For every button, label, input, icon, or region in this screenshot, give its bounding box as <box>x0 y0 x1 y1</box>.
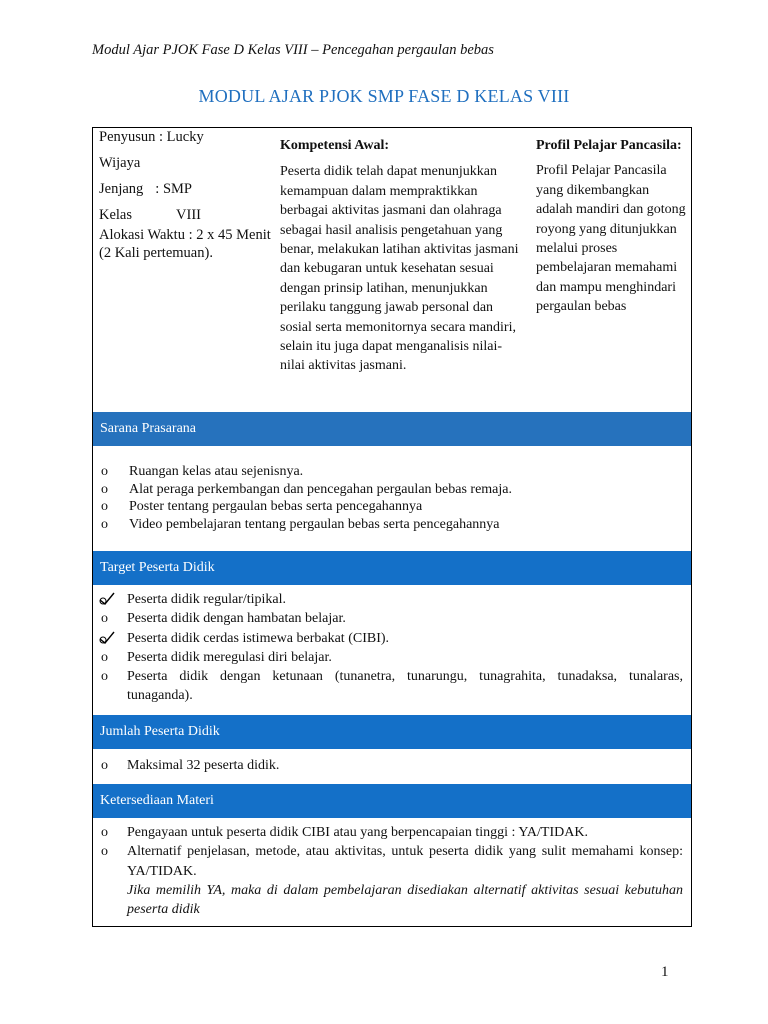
profil-body: Profil Pelajar Pancasila yang dikembangkan adalah mandiri dan gotong royong yang ditunjukkan melalui proses pembelajaran memahami dan mampu menghindari pergaulan bebas <box>536 163 686 315</box>
kompetensi-body: Peserta didik telah dapat menunjukkan kemampuan dalam mempraktikkan berbagai aktivitas jasmani dan olahraga sebagai hasil analisis pengetahuan yang benar, melakukan latihan aktivitas jasmani dan kebugaran untuk kesehatan sesuai dengan prinsip latihan, menunjukkan perilaku tanggung jawab personal dan sosial serta memonitornya secara mandiri, selain itu juga dapat menganalisis nilai-nilai aktivitas jasmani. <box>280 164 519 374</box>
list-item <box>101 590 683 609</box>
target-list <box>101 590 683 706</box>
list-item <box>101 609 683 628</box>
list-item <box>101 648 683 667</box>
list-item-text: Pengayaan untuk peserta didik CIBI atau yang berpencapaian tinggi : YA/TIDAK. <box>127 825 588 840</box>
list-item <box>101 498 683 516</box>
profil-column <box>536 136 688 317</box>
list-item-text: Ruangan kelas atau sejenisnya. <box>129 464 304 479</box>
list-item-text: Peserta didik dengan hambatan belajar. <box>127 611 346 627</box>
bullet-icon: o <box>101 649 108 665</box>
identity-row <box>93 128 691 411</box>
list-item <box>101 629 683 648</box>
materi-note: Jika memilih YA, maka di dalam pembelajaran disediakan alternatif aktivitas sesuai kebutuhan peserta didik <box>127 882 683 918</box>
list-item <box>101 823 683 842</box>
list-item <box>101 463 683 481</box>
list-item-text: Video pembelajaran tentang pergaulan bebas serta pencegahannya <box>129 516 500 532</box>
list-item-text: Peserta didik regular/tipikal. <box>127 592 287 607</box>
sarana-list <box>101 463 683 533</box>
jumlah-header: Jumlah Peserta Didik <box>93 715 691 749</box>
bullet-icon: o <box>101 844 108 860</box>
list-item-text: Alat peraga perkembangan dan pencegahan pergaulan bebas remaja. <box>129 481 512 497</box>
jenjang-label: Jenjang <box>99 181 144 197</box>
checkbox-checked-icon <box>99 592 115 606</box>
identity-column <box>99 128 274 262</box>
bullet-icon: o <box>101 481 108 497</box>
page-number: 1 <box>661 964 669 980</box>
target-header: Target Peserta Didik <box>93 551 691 585</box>
bullet-icon: o <box>101 516 108 532</box>
jumlah-list <box>101 756 683 775</box>
list-item-text: Maksimal 32 peserta didik. <box>127 758 280 773</box>
running-header: Modul Ajar PJOK Fase D Kelas VIII – Pencegahan pergaulan bebas <box>92 42 494 58</box>
bullet-icon: o <box>101 758 108 773</box>
module-table <box>92 127 692 927</box>
materi-list <box>101 823 683 919</box>
profil-title: Profil Pelajar Pancasila: <box>536 138 682 153</box>
materi-header: Ketersediaan Materi <box>93 784 691 818</box>
penyusun-line-2: Wijaya <box>99 155 141 171</box>
list-item <box>101 516 683 534</box>
kelas-label: Kelas <box>99 207 133 223</box>
list-item <box>101 756 683 775</box>
list-item <box>101 481 683 499</box>
list-item-text: Alternatif penjelasan, metode, atau aktivitas, untuk peserta didik yang sulit memahami konsep: YA/TIDAK. <box>127 844 683 879</box>
kelas-value: VIII <box>176 207 201 223</box>
sarana-header: Sarana Prasarana <box>93 412 691 446</box>
bullet-icon: o <box>101 669 108 685</box>
checkbox-checked-icon <box>99 631 115 645</box>
kompetensi-column <box>280 136 520 376</box>
alokasi-waktu: Alokasi Waktu : 2 x 45 Menit (2 Kali pertemuan). <box>99 227 271 261</box>
list-item-text: Peserta didik dengan ketunaan (tunanetra, tunarungu, tunagrahita, tunadaksa, tunalaras, tunaganda). <box>127 669 683 704</box>
list-item <box>101 667 683 706</box>
list-item <box>101 842 683 881</box>
list-item-text: Poster tentang pergaulan bebas serta pencegahannya <box>129 499 423 514</box>
list-item-text: Peserta didik cerdas istimewa berbakat (CIBI). <box>127 630 390 646</box>
bullet-icon: o <box>101 611 108 627</box>
penyusun-line-1: Penyusun : Lucky <box>99 129 204 145</box>
kompetensi-title: Kompetensi Awal: <box>280 138 390 153</box>
jenjang-value: : SMP <box>155 181 192 197</box>
bullet-icon: o <box>101 825 108 840</box>
list-item-text: Peserta didik meregulasi diri belajar. <box>127 649 332 665</box>
document-title: MODUL AJAR PJOK SMP FASE D KELAS VIII <box>198 86 570 106</box>
bullet-icon: o <box>101 464 108 479</box>
jenjang-line <box>99 180 274 206</box>
bullet-icon: o <box>101 499 108 514</box>
